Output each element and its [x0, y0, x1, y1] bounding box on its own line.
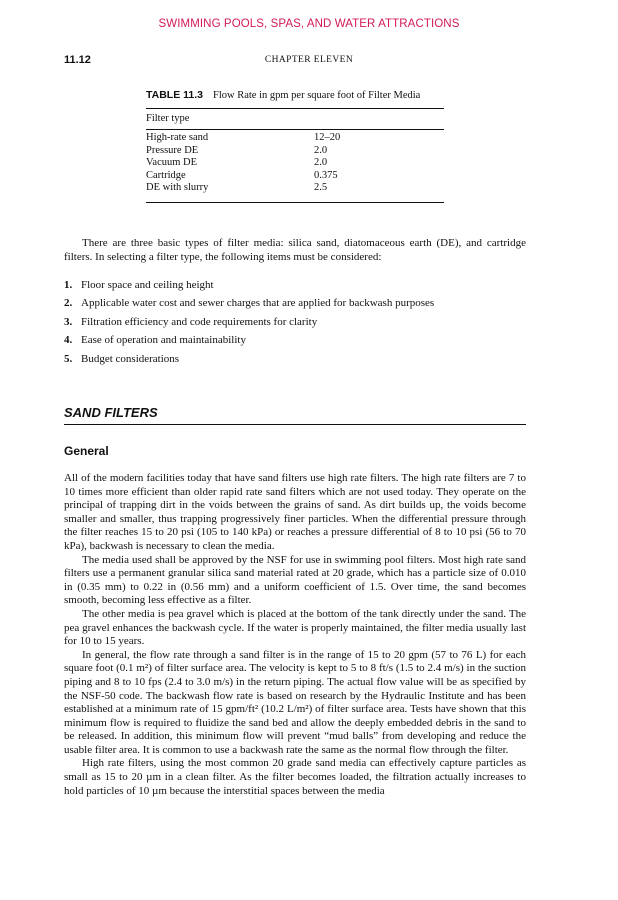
flow-rate-cell: 2.5 — [314, 182, 328, 194]
list-item-text: Budget considerations — [81, 352, 180, 365]
flow-rate-table — [146, 132, 444, 195]
table-header-rule — [146, 129, 444, 130]
body-paragraph: The media used shall be approved by the NSF for use in swimming pool filters. Most high rate sand filters use a permanent granular silica sand material rated at 20 grade, which has a particle size of 0.010 in (0.35 mm) to 0.22 in (0.56 mm) and a uniform coefficient of 1.5. Over time, the sand becomes smooth, becoming less effective as a filter. — [64, 553, 526, 607]
flow-rate-cell: 2.0 — [314, 157, 328, 169]
list-item — [64, 294, 534, 312]
flow-rate-cell: 2.0 — [314, 144, 328, 156]
list-item — [64, 350, 534, 368]
body-text — [64, 472, 526, 798]
list-number: 2. — [64, 297, 73, 310]
list-number: 3. — [64, 315, 73, 328]
section-heading: SAND FILTERS — [64, 405, 158, 420]
table-title: Flow Rate in gpm per square foot of Filter Media — [213, 90, 421, 101]
intro-paragraph: There are three basic types of filter media: silica sand, diatomaceous earth (DE), and cartridge filters. In selecting a filter type, the following items must be considered: — [64, 237, 526, 263]
filter-type-cell: Vacuum DE — [146, 157, 198, 169]
list-item-text: Ease of operation and maintainability — [81, 334, 246, 347]
list-item-text: Applicable water cost and sewer charges that are applied for backwash purposes — [81, 297, 435, 310]
table-bottom-rule — [146, 202, 444, 203]
list-item — [64, 331, 534, 349]
table-top-rule — [146, 108, 444, 109]
table-column-header: Filter type — [146, 113, 190, 124]
list-number: 5. — [64, 352, 73, 365]
filter-type-cell: Cartridge — [146, 169, 186, 181]
flow-rate-cell: 0.375 — [314, 169, 338, 181]
table-row — [146, 132, 444, 145]
table-number: TABLE 11.3 — [146, 89, 203, 101]
table-row — [146, 182, 444, 195]
section-rule — [64, 424, 526, 425]
page-number: 11.12 — [64, 54, 91, 66]
body-paragraph: The other media is pea gravel which is placed at the bottom of the tank directly under the sand. The pea gravel enhances the backwash cycle. If the water is properly maintained, the filter media usually last for 10 to 15 years. — [64, 607, 526, 648]
chapter-label: CHAPTER ELEVEN — [264, 55, 354, 65]
filter-type-cell: DE with slurry — [146, 182, 209, 194]
list-item — [64, 276, 534, 294]
filter-type-cell: Pressure DE — [146, 144, 199, 156]
table-row — [146, 170, 444, 183]
list-item — [64, 313, 534, 331]
table-caption — [146, 89, 420, 101]
body-paragraph: All of the modern facilities today that have sand filters use high rate filters. The high rate filters are 7 to 10 times more efficient than older rapid rate sand filters which are not used today. They operate on the principal of trapping dirt in the voids between the grains of sand. As dirt builds up, the voids become smaller and smaller, thus trapping progressively finer particles. When the differential pressure through the filter reaches 15 to 20 psi (105 to 140 kPa) or reaches a pressure differential of 8 to 10 psi (56 to 70 kPa), backwash is necessary to clean the media. — [64, 472, 526, 552]
list-number: 1. — [64, 279, 73, 291]
selection-criteria-list — [64, 276, 534, 368]
list-item-text: Filtration efficiency and code requirements for clarity — [81, 315, 318, 328]
list-item-text: Floor space and ceiling height — [81, 279, 214, 291]
flow-rate-cell: 12–20 — [314, 132, 341, 143]
table-row — [146, 145, 444, 158]
subsection-heading: General — [64, 444, 109, 458]
filter-type-cell: High-rate sand — [146, 132, 209, 143]
table-row — [146, 157, 444, 170]
list-number: 4. — [64, 334, 73, 347]
body-paragraph: High rate filters, using the most common 20 grade sand media can effectively capture particles as small as 15 to 20 µm in a clean filter. As the filter becomes loaded, the filtration actually increases to hold particles of 10 µm because the interstitial spaces between the media — [64, 757, 526, 797]
running-head: SWIMMING POOLS, SPAS, AND WATER ATTRACTIONS — [158, 18, 460, 30]
body-paragraph: In general, the flow rate through a sand filter is in the range of 15 to 20 gpm (57 to 76 L) for each square foot (0.1 m²) of filter surface area. The velocity is kept to 5 to 8 ft/s (1.5 to 2.4 m/s) in the suction piping and 8 to 10 fps (2.4 to 3.0 m/s) in the return piping. The actual flow value will be as specified by the NSF-50 code. The backwash flow rate is based on research by the Hydraulic Institute and has been established at a minimum rate of 15 gpm/ft² (10.2 L/m²) of filter surface area. Tests have shown that this minimum flow is required to fluidize the sand bed and allow the deeply embedded debris in the sand to be released. In addition, this minimum flow will prevent “mud balls” from developing and reduce the usable filter area. It is common to use a backwash rate the same as the normal flow through the filter. — [64, 648, 526, 756]
